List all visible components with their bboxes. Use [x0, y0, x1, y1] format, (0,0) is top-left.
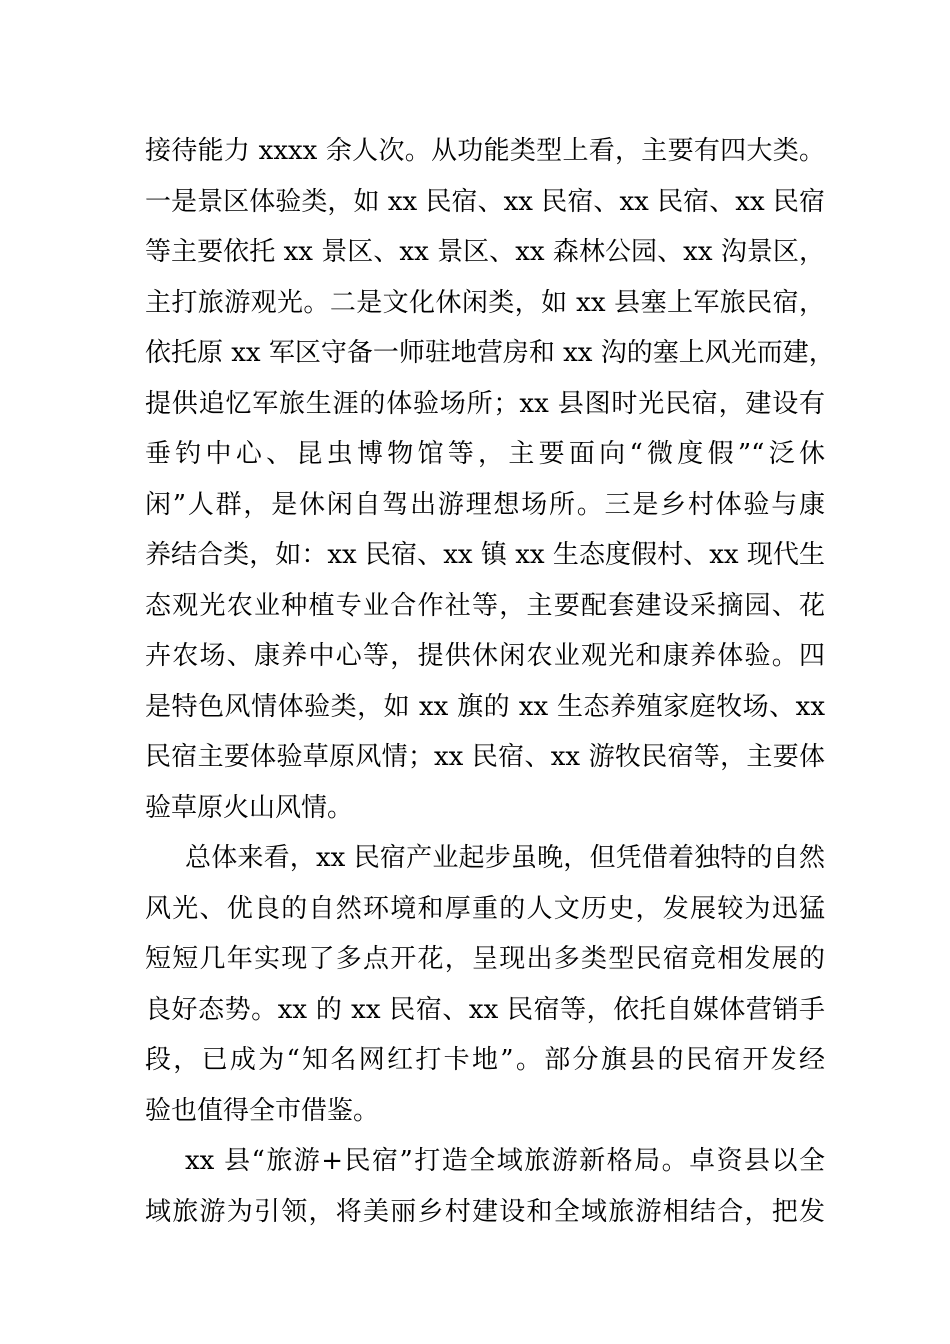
text-line: 主打旅游观光。二是文化休闲类，如 xx 县塞上军旅民宿，	[145, 287, 825, 318]
text-line: 验草原火山风情。	[145, 792, 354, 823]
text-line: 依托原 xx 军区守备一师驻地营房和 xx 沟的塞上风光而建，	[145, 338, 835, 368]
text-line: 域旅游为引领，将美丽乡村建设和全域旅游相结合，把发	[145, 1196, 825, 1227]
text-line: 是特色风情体验类，如 xx 旗的 xx 生态养殖家庭牧场、xx	[145, 691, 825, 722]
paragraph-first-line: xx 县“旅游+民宿”打造全域旅游新格局。卓资县以全	[185, 1146, 825, 1176]
text-line: 等主要依托 xx 景区、xx 景区、xx 森林公园、xx 沟景区，	[145, 237, 825, 267]
text-line: 养结合类，如：xx 民宿、xx 镇 xx 生态度假村、xx 现代生	[145, 540, 825, 570]
text-line: 垂钓中心、昆虫博物馆等，主要面向“微度假”“泛休	[145, 439, 825, 469]
text-line: 风光、优良的自然环境和厚重的人文历史，发展较为迅猛	[145, 893, 825, 924]
text-line: 闲”人群，是休闲自驾出游理想场所。三是乡村体验与康	[145, 489, 825, 520]
text-line: 接待能力 xxxx 余人次。从功能类型上看，主要有四大类。	[145, 136, 825, 166]
text-line: 态观光农业种植专业合作社等，主要配套建设采摘园、花	[145, 590, 825, 621]
text-line: 良好态势。xx 的 xx 民宿、xx 民宿等，依托自媒体营销手	[145, 994, 825, 1025]
text-line: 段，已成为“知名网红打卡地”。部分旗县的民宿开发经	[145, 1045, 825, 1075]
text-line: 一是景区体验类，如 xx 民宿、xx 民宿、xx 民宿、xx 民宿	[145, 186, 825, 217]
body-text	[145, 126, 835, 1237]
text-line: 民宿主要体验草原风情；xx 民宿、xx 游牧民宿等，主要体	[145, 742, 825, 772]
text-line: 卉农场、康养中心等，提供休闲农业观光和康养体验。四	[145, 641, 825, 671]
text-line: 短短几年实现了多点开花，呈现出多类型民宿竞相发展的	[145, 944, 825, 974]
paragraph-first-line: 总体来看，xx 民宿产业起步虽晚，但凭借着独特的自然	[185, 843, 825, 873]
text-line: 提供追忆军旅生涯的体验场所；xx 县图时光民宿，建设有	[145, 388, 825, 419]
text-line: 验也值得全市借鉴。	[145, 1095, 380, 1126]
